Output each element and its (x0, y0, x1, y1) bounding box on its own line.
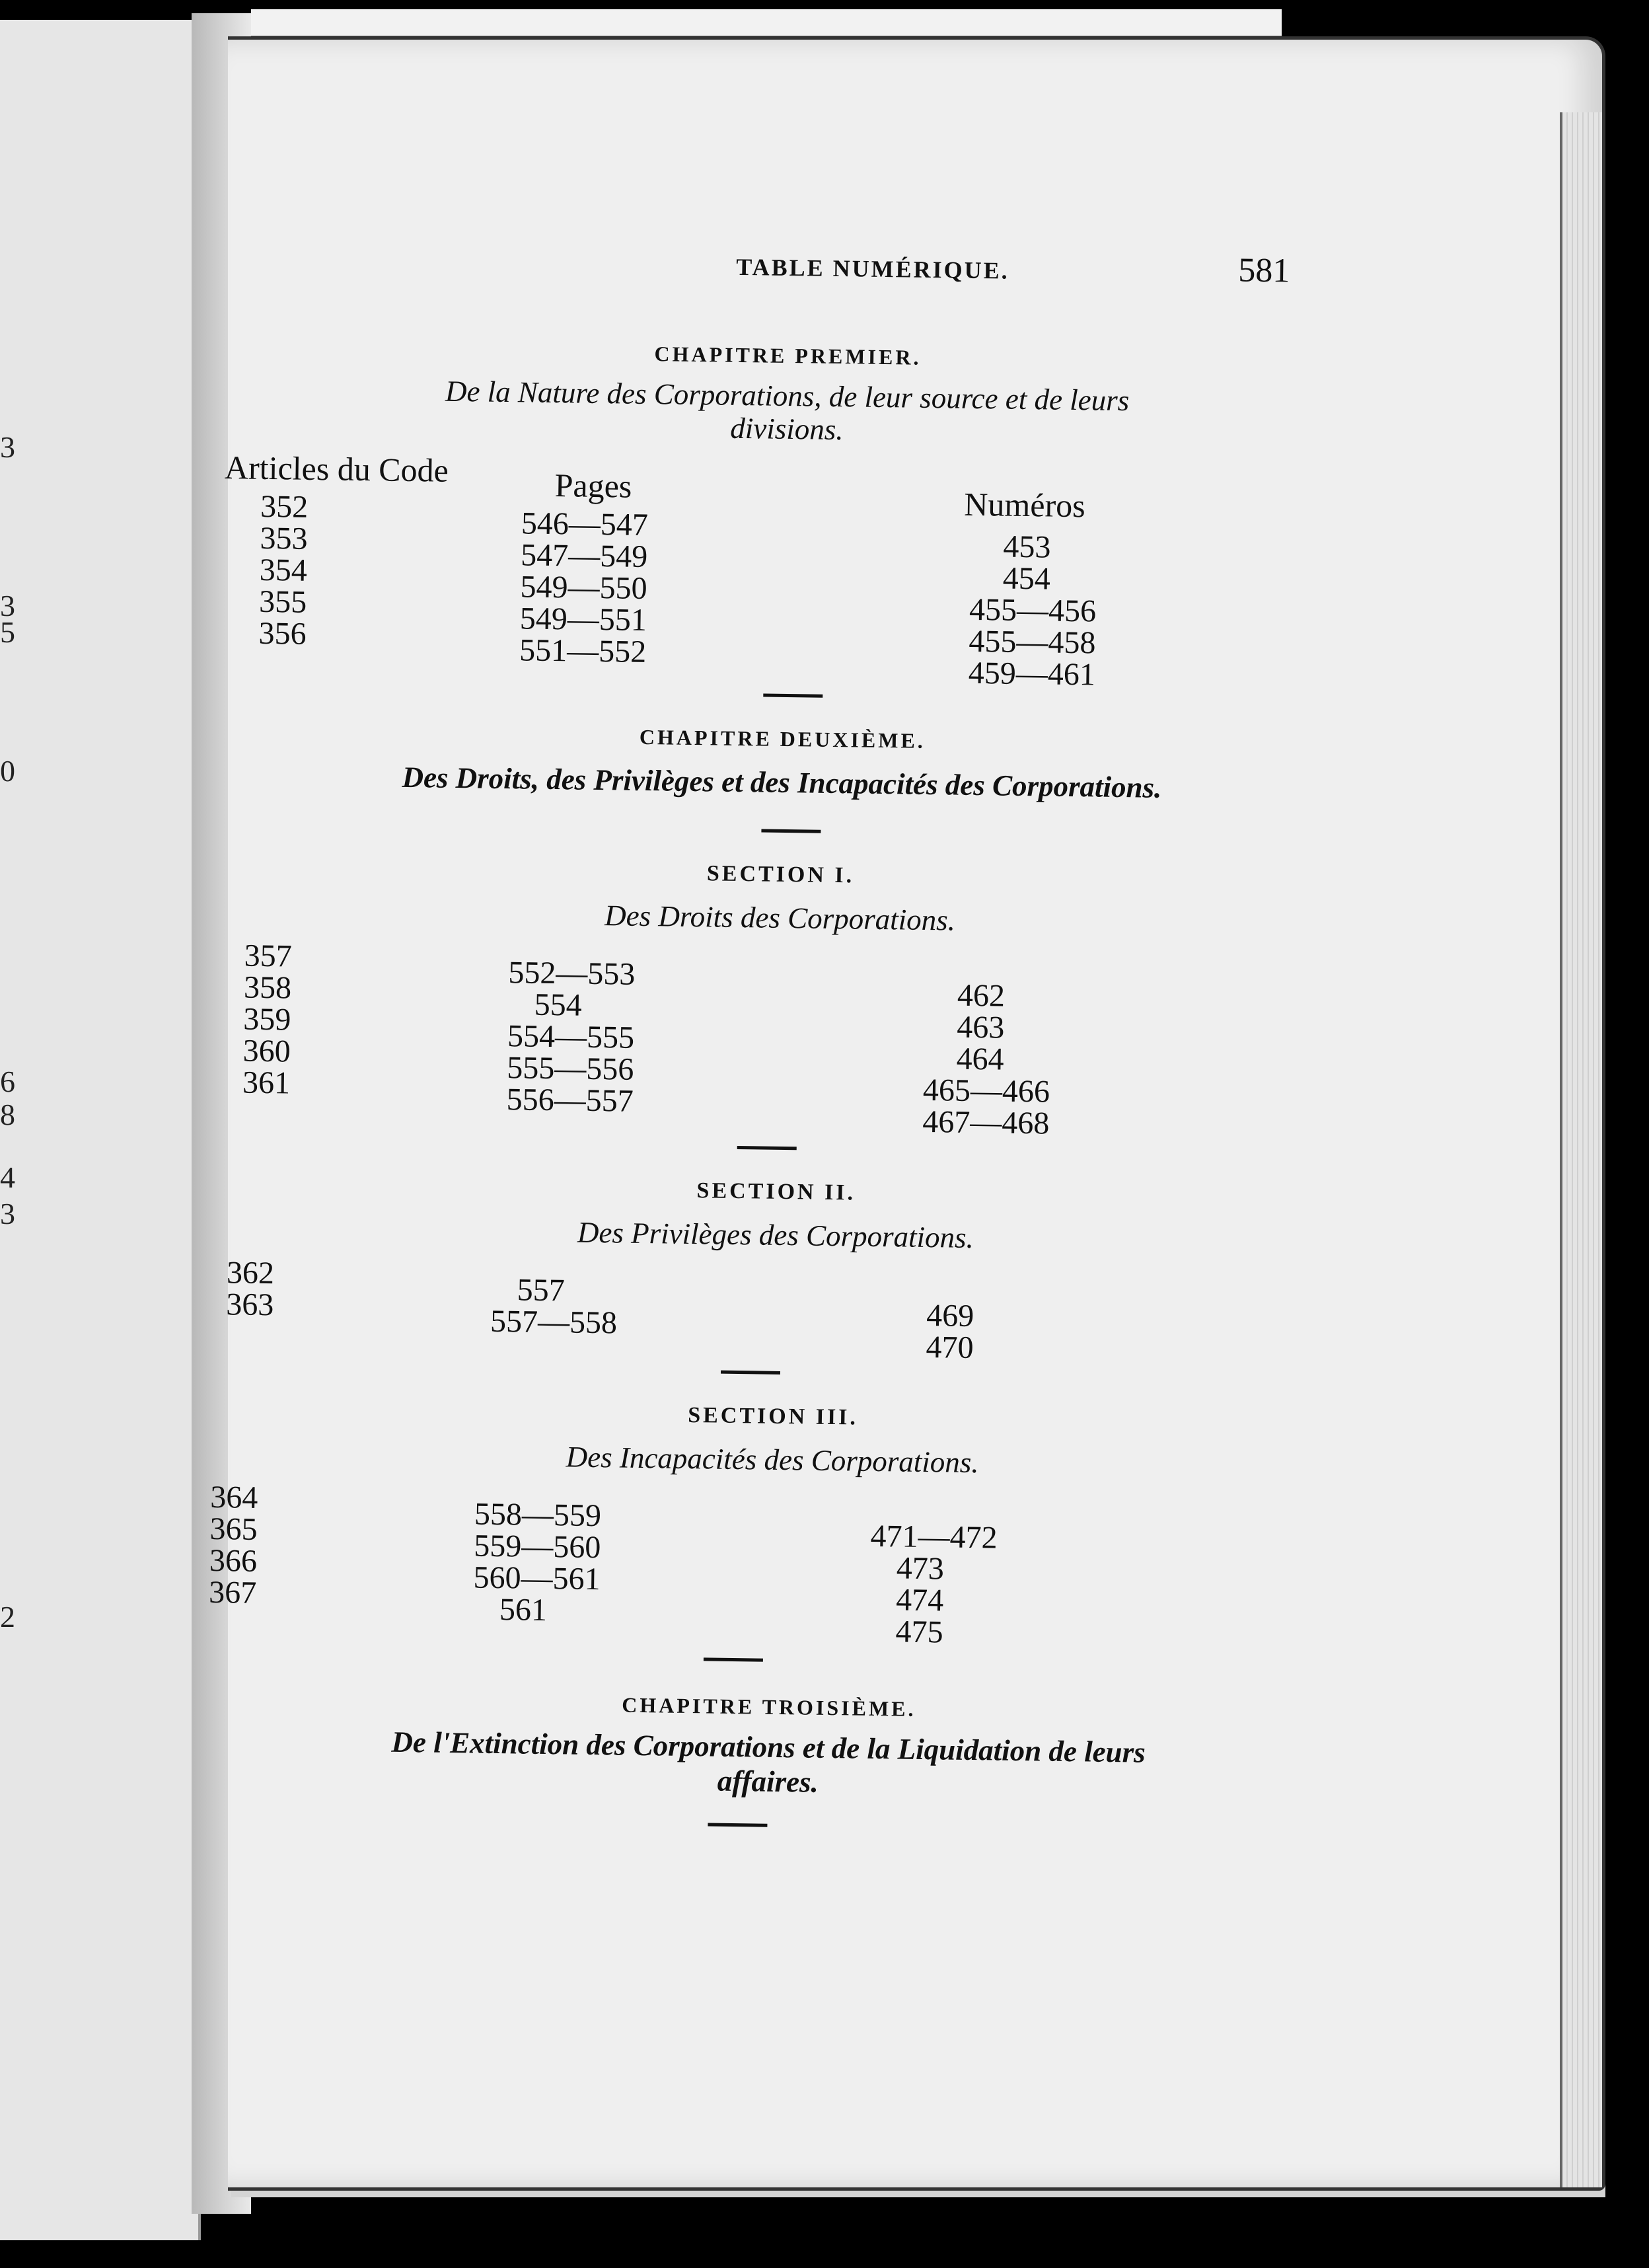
pages-cell: 559—560 (473, 1528, 601, 1566)
pages-cell: 558—559 (474, 1496, 602, 1534)
left-page-fragment: 3 (0, 430, 15, 464)
chapter-title-continued: divisions. (729, 411, 844, 447)
numeros-cell: 475 (895, 1614, 943, 1650)
chapter-heading: CHAPITRE DEUXIÈME. (639, 724, 926, 753)
article-cell: 361 (242, 1065, 291, 1101)
chapter-heading: CHAPITRE TROISIÈME. (622, 1692, 916, 1721)
column-header-numeros: Numéros (963, 485, 1086, 525)
numeros-cell: 455—456 (969, 591, 1097, 629)
numeros-cell: 471—472 (870, 1518, 998, 1556)
left-page-fragment: 5 (0, 615, 15, 649)
divider-rule (704, 1657, 763, 1661)
divider-rule (708, 1823, 767, 1827)
section-title: Des Incapacités des Corporations. (566, 1440, 979, 1480)
pages-cell: 552—553 (508, 955, 636, 992)
article-cell: 357 (244, 938, 293, 974)
pages-cell: 556—557 (506, 1082, 634, 1119)
article-cell: 360 (242, 1033, 291, 1069)
pages-cell: 557—558 (490, 1303, 618, 1341)
divider-rule (721, 1371, 780, 1375)
chapter-title: De la Nature des Corporations, de leur source et de leurs (445, 374, 1130, 418)
column-header-pages: Pages (554, 467, 632, 505)
numeros-cell: 464 (956, 1041, 1005, 1077)
chapter-heading: CHAPITRE PREMIER. (654, 342, 922, 369)
pages-cell: 546—547 (521, 506, 649, 543)
left-page-fragment: 6 (0, 1065, 15, 1098)
pages-cell: 554—555 (507, 1018, 635, 1055)
page-number: 581 (1237, 251, 1290, 290)
numeros-cell: 465—466 (922, 1072, 1050, 1110)
numeros-cell: 467—468 (922, 1104, 1050, 1141)
numeros-cell: 470 (926, 1330, 974, 1366)
section-title: Des Privilèges des Corporations. (577, 1215, 974, 1255)
pages-cell: 561 (499, 1592, 548, 1628)
running-title: TABLE NUMÉRIQUE. (736, 253, 1009, 284)
numeros-cell: 474 (895, 1582, 944, 1618)
left-page (0, 20, 201, 2240)
page-edges (1560, 112, 1602, 2187)
pages-cell: 555—556 (507, 1050, 634, 1087)
numeros-cell: 462 (957, 977, 1006, 1014)
numeros-cell: 455—458 (969, 623, 1096, 661)
chapter-title-continued: affaires. (717, 1764, 819, 1799)
article-cell: 362 (226, 1255, 275, 1291)
article-cell: 365 (209, 1511, 258, 1547)
left-page-fragment: 3 (0, 589, 15, 623)
section-heading: SECTION I. (706, 861, 855, 888)
article-cell: 366 (209, 1542, 258, 1579)
numeros-cell: 453 (1003, 529, 1051, 565)
section-title: Des Droits des Corporations. (604, 899, 956, 937)
article-cell: 355 (258, 584, 307, 620)
article-cell: 359 (243, 1001, 291, 1038)
section-heading: SECTION II. (696, 1178, 856, 1205)
pages-cell: 557 (517, 1272, 566, 1308)
chapter-title: De l'Extinction des Corporations et de la Liquidation de leurs (391, 1725, 1146, 1769)
pages-cell: 549—551 (519, 601, 647, 638)
numeros-cell: 454 (1002, 560, 1051, 597)
running-head (227, 237, 1351, 292)
article-cell: 352 (260, 488, 309, 525)
left-page-fragment: 4 (0, 1160, 15, 1194)
article-cell: 353 (260, 520, 308, 556)
left-page-fragment: 0 (0, 754, 15, 788)
column-header-articles: Articles du Code (224, 449, 449, 489)
article-cell: 364 (209, 1479, 258, 1515)
divider-rule (761, 829, 821, 833)
pages-cell: 551—552 (519, 632, 647, 669)
left-page-fragment: 3 (0, 1197, 15, 1230)
pages-cell: 549—550 (520, 569, 647, 607)
pages-cell: 560—561 (473, 1560, 601, 1597)
numeros-cell: 459—461 (968, 655, 1096, 693)
divider-rule (763, 693, 823, 697)
section-heading: SECTION III. (687, 1402, 859, 1430)
numeros-cell: 469 (926, 1298, 974, 1334)
numeros-cell: 463 (956, 1009, 1005, 1045)
left-page-fragment: 2 (0, 1600, 15, 1634)
article-cell: 354 (259, 552, 308, 588)
chapter-title: Des Droits, des Privilèges et des Incapacités des Corporations. (402, 760, 1162, 804)
left-page-fragment: 8 (0, 1098, 15, 1131)
article-cell: 358 (243, 969, 292, 1006)
divider-rule (737, 1146, 797, 1150)
pages-cell: 554 (534, 987, 583, 1023)
pages-cell: 547—549 (520, 537, 648, 575)
article-cell: 367 (208, 1574, 257, 1610)
article-cell: 356 (258, 615, 307, 652)
page-content (202, 0, 1354, 2156)
article-cell: 363 (225, 1287, 274, 1323)
numeros-cell: 473 (896, 1550, 945, 1587)
